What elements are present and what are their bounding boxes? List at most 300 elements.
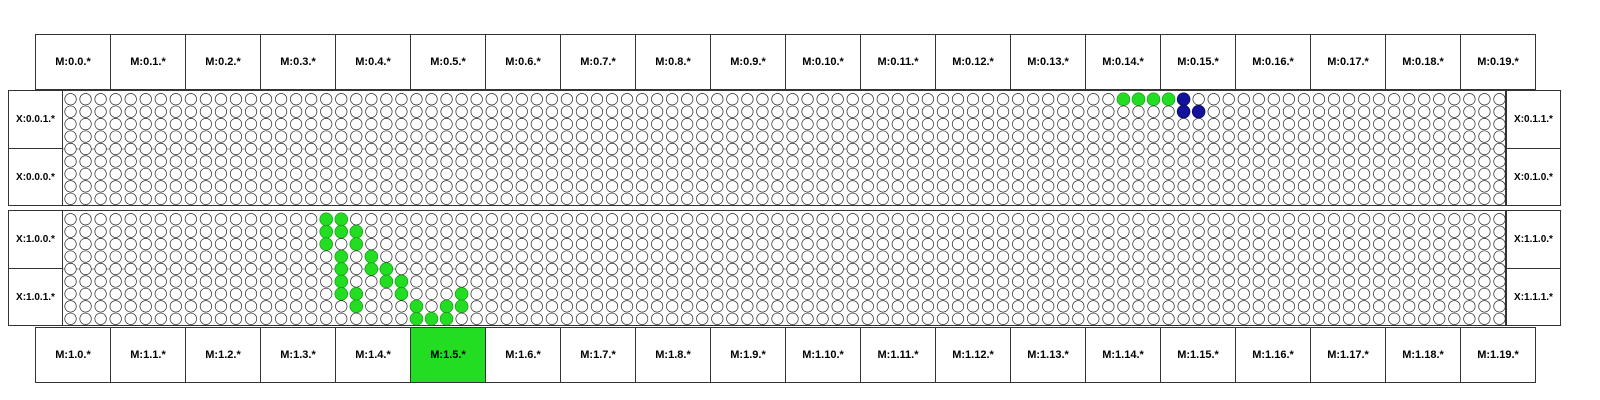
pin-active[interactable] xyxy=(350,287,363,300)
pin[interactable] xyxy=(531,263,542,274)
pin[interactable] xyxy=(1283,288,1294,299)
pin[interactable] xyxy=(997,106,1008,117)
pin[interactable] xyxy=(621,181,632,192)
pin[interactable] xyxy=(170,106,181,117)
pin[interactable] xyxy=(1133,276,1144,287)
pin[interactable] xyxy=(1373,288,1384,299)
pin[interactable] xyxy=(832,156,843,167)
pin[interactable] xyxy=(65,106,76,117)
pin[interactable] xyxy=(1404,263,1415,274)
pin[interactable] xyxy=(937,276,948,287)
pin[interactable] xyxy=(110,168,121,179)
pin[interactable] xyxy=(621,143,632,154)
pin[interactable] xyxy=(561,106,572,117)
pin[interactable] xyxy=(1208,301,1219,312)
pin-active[interactable] xyxy=(1132,93,1145,106)
pin[interactable] xyxy=(952,143,963,154)
pin[interactable] xyxy=(366,288,377,299)
pin[interactable] xyxy=(907,131,918,142)
pin[interactable] xyxy=(1223,238,1234,249)
pin[interactable] xyxy=(155,118,166,129)
pin[interactable] xyxy=(1148,143,1159,154)
pin[interactable] xyxy=(381,288,392,299)
pin[interactable] xyxy=(982,106,993,117)
pin[interactable] xyxy=(441,193,452,204)
pin[interactable] xyxy=(666,226,677,237)
pin[interactable] xyxy=(1223,106,1234,117)
pin[interactable] xyxy=(802,118,813,129)
pin[interactable] xyxy=(531,226,542,237)
pin[interactable] xyxy=(1449,301,1460,312)
pin[interactable] xyxy=(1223,118,1234,129)
pin[interactable] xyxy=(1058,131,1069,142)
pin[interactable] xyxy=(305,213,316,224)
pin[interactable] xyxy=(1358,106,1369,117)
pin[interactable] xyxy=(65,301,76,312)
pin[interactable] xyxy=(847,131,858,142)
pin[interactable] xyxy=(1434,251,1445,262)
pin-active[interactable] xyxy=(440,300,453,313)
pin[interactable] xyxy=(591,251,602,262)
pin[interactable] xyxy=(621,118,632,129)
pin[interactable] xyxy=(727,238,738,249)
pin[interactable] xyxy=(697,301,708,312)
pin[interactable] xyxy=(666,301,677,312)
pin[interactable] xyxy=(305,156,316,167)
pin[interactable] xyxy=(1073,106,1084,117)
pin[interactable] xyxy=(907,213,918,224)
pin[interactable] xyxy=(200,313,211,324)
pin[interactable] xyxy=(546,301,557,312)
pin[interactable] xyxy=(1343,301,1354,312)
module-box[interactable]: M:0.3.* xyxy=(260,34,336,90)
pin[interactable] xyxy=(1313,263,1324,274)
pin[interactable] xyxy=(321,193,332,204)
pin[interactable] xyxy=(170,288,181,299)
pin[interactable] xyxy=(80,181,91,192)
pin[interactable] xyxy=(1434,106,1445,117)
pin[interactable] xyxy=(95,181,106,192)
pin[interactable] xyxy=(110,213,121,224)
pin[interactable] xyxy=(1223,213,1234,224)
pin[interactable] xyxy=(862,213,873,224)
pin[interactable] xyxy=(666,238,677,249)
pin[interactable] xyxy=(1434,313,1445,324)
pin[interactable] xyxy=(817,156,828,167)
pin[interactable] xyxy=(1283,276,1294,287)
pin[interactable] xyxy=(922,106,933,117)
pin[interactable] xyxy=(170,93,181,104)
module-box[interactable]: M:0.13.* xyxy=(1010,34,1086,90)
pin[interactable] xyxy=(1479,226,1490,237)
pin[interactable] xyxy=(1268,143,1279,154)
pin[interactable] xyxy=(230,226,241,237)
pin[interactable] xyxy=(230,93,241,104)
pin[interactable] xyxy=(922,131,933,142)
pin[interactable] xyxy=(1073,181,1084,192)
pin[interactable] xyxy=(1178,238,1189,249)
pin[interactable] xyxy=(351,106,362,117)
pin[interactable] xyxy=(95,288,106,299)
pin[interactable] xyxy=(1449,156,1460,167)
pin[interactable] xyxy=(742,263,753,274)
pin[interactable] xyxy=(877,251,888,262)
pin[interactable] xyxy=(787,168,798,179)
pin[interactable] xyxy=(501,168,512,179)
pin[interactable] xyxy=(621,156,632,167)
pin[interactable] xyxy=(1388,168,1399,179)
pin[interactable] xyxy=(1373,238,1384,249)
pin[interactable] xyxy=(215,251,226,262)
pin[interactable] xyxy=(561,118,572,129)
pin[interactable] xyxy=(396,193,407,204)
pin[interactable] xyxy=(606,276,617,287)
pin[interactable] xyxy=(802,301,813,312)
pin[interactable] xyxy=(742,181,753,192)
left-port-label[interactable]: X:1.0.0.* xyxy=(8,210,63,269)
pin[interactable] xyxy=(396,93,407,104)
pin[interactable] xyxy=(441,143,452,154)
pin[interactable] xyxy=(877,313,888,324)
pin[interactable] xyxy=(561,213,572,224)
pin[interactable] xyxy=(1208,226,1219,237)
pin[interactable] xyxy=(697,143,708,154)
pin[interactable] xyxy=(1178,181,1189,192)
pin[interactable] xyxy=(1027,238,1038,249)
pin[interactable] xyxy=(697,238,708,249)
pin[interactable] xyxy=(997,93,1008,104)
pin[interactable] xyxy=(486,93,497,104)
pin[interactable] xyxy=(336,143,347,154)
pin[interactable] xyxy=(1298,213,1309,224)
pin[interactable] xyxy=(907,193,918,204)
pin[interactable] xyxy=(757,301,768,312)
pin[interactable] xyxy=(1073,213,1084,224)
pin[interactable] xyxy=(952,238,963,249)
pin[interactable] xyxy=(366,181,377,192)
pin[interactable] xyxy=(967,263,978,274)
pin[interactable] xyxy=(1133,288,1144,299)
pin[interactable] xyxy=(486,301,497,312)
pin[interactable] xyxy=(456,263,467,274)
pin[interactable] xyxy=(245,93,256,104)
pin[interactable] xyxy=(1388,156,1399,167)
pin[interactable] xyxy=(1088,276,1099,287)
pin[interactable] xyxy=(967,313,978,324)
pin[interactable] xyxy=(275,106,286,117)
pin[interactable] xyxy=(997,313,1008,324)
pin[interactable] xyxy=(1012,301,1023,312)
pin[interactable] xyxy=(290,213,301,224)
pin[interactable] xyxy=(1479,193,1490,204)
pin[interactable] xyxy=(1328,313,1339,324)
pin[interactable] xyxy=(471,156,482,167)
pin[interactable] xyxy=(1027,288,1038,299)
pin[interactable] xyxy=(1208,288,1219,299)
pin[interactable] xyxy=(1388,238,1399,249)
pin[interactable] xyxy=(110,238,121,249)
pin[interactable] xyxy=(1328,263,1339,274)
pin[interactable] xyxy=(591,263,602,274)
pin[interactable] xyxy=(290,238,301,249)
pin[interactable] xyxy=(546,238,557,249)
pin[interactable] xyxy=(200,156,211,167)
pin[interactable] xyxy=(1343,156,1354,167)
pin[interactable] xyxy=(922,181,933,192)
pin[interactable] xyxy=(1313,93,1324,104)
pin[interactable] xyxy=(140,263,151,274)
pin[interactable] xyxy=(1073,93,1084,104)
pin[interactable] xyxy=(666,251,677,262)
pin[interactable] xyxy=(952,276,963,287)
pin[interactable] xyxy=(1058,156,1069,167)
pin[interactable] xyxy=(561,226,572,237)
pin[interactable] xyxy=(636,168,647,179)
pin[interactable] xyxy=(95,238,106,249)
pin[interactable] xyxy=(125,226,136,237)
pin[interactable] xyxy=(200,226,211,237)
pin[interactable] xyxy=(862,168,873,179)
pin[interactable] xyxy=(456,143,467,154)
pin[interactable] xyxy=(1373,276,1384,287)
pin[interactable] xyxy=(1163,143,1174,154)
pin[interactable] xyxy=(1479,213,1490,224)
module-box[interactable]: M:1.7.* xyxy=(560,327,636,383)
pin[interactable] xyxy=(501,238,512,249)
pin[interactable] xyxy=(712,181,723,192)
pin[interactable] xyxy=(606,313,617,324)
pin[interactable] xyxy=(1043,118,1054,129)
pin[interactable] xyxy=(682,301,693,312)
pin[interactable] xyxy=(982,213,993,224)
pin[interactable] xyxy=(215,93,226,104)
pin[interactable] xyxy=(396,168,407,179)
pin[interactable] xyxy=(486,181,497,192)
pin[interactable] xyxy=(351,276,362,287)
module-box[interactable]: M:0.19.* xyxy=(1460,34,1536,90)
pin[interactable] xyxy=(832,131,843,142)
pin[interactable] xyxy=(1058,276,1069,287)
pin[interactable] xyxy=(1012,238,1023,249)
pin[interactable] xyxy=(1404,238,1415,249)
module-box[interactable]: M:0.11.* xyxy=(860,34,936,90)
pin[interactable] xyxy=(260,263,271,274)
pin[interactable] xyxy=(215,238,226,249)
pin[interactable] xyxy=(636,156,647,167)
pin[interactable] xyxy=(215,131,226,142)
pin[interactable] xyxy=(907,276,918,287)
pin[interactable] xyxy=(381,213,392,224)
pin[interactable] xyxy=(1163,106,1174,117)
pin[interactable] xyxy=(997,251,1008,262)
pin[interactable] xyxy=(937,93,948,104)
pin[interactable] xyxy=(200,238,211,249)
pin[interactable] xyxy=(65,181,76,192)
pin[interactable] xyxy=(666,263,677,274)
pin[interactable] xyxy=(260,251,271,262)
pin[interactable] xyxy=(170,276,181,287)
pin[interactable] xyxy=(862,143,873,154)
pin[interactable] xyxy=(937,168,948,179)
pin[interactable] xyxy=(1223,168,1234,179)
pin[interactable] xyxy=(1479,118,1490,129)
pin[interactable] xyxy=(802,181,813,192)
pin[interactable] xyxy=(1193,263,1204,274)
pin[interactable] xyxy=(1373,251,1384,262)
pin[interactable] xyxy=(441,106,452,117)
pin[interactable] xyxy=(937,131,948,142)
pin[interactable] xyxy=(1043,276,1054,287)
pin[interactable] xyxy=(1253,213,1264,224)
pin[interactable] xyxy=(110,251,121,262)
pin[interactable] xyxy=(802,193,813,204)
pin[interactable] xyxy=(757,106,768,117)
pin[interactable] xyxy=(185,276,196,287)
pin[interactable] xyxy=(757,193,768,204)
pin[interactable] xyxy=(1464,251,1475,262)
pin[interactable] xyxy=(606,238,617,249)
pin[interactable] xyxy=(742,143,753,154)
pin[interactable] xyxy=(952,226,963,237)
pin[interactable] xyxy=(1373,213,1384,224)
pin[interactable] xyxy=(997,168,1008,179)
pin[interactable] xyxy=(817,313,828,324)
pin[interactable] xyxy=(486,288,497,299)
pin[interactable] xyxy=(606,93,617,104)
pin[interactable] xyxy=(1494,213,1505,224)
pin[interactable] xyxy=(892,313,903,324)
pin[interactable] xyxy=(1073,313,1084,324)
pin[interactable] xyxy=(1058,226,1069,237)
pin[interactable] xyxy=(802,263,813,274)
pin[interactable] xyxy=(441,213,452,224)
pin[interactable] xyxy=(1058,168,1069,179)
right-port-label[interactable]: X:1.1.0.* xyxy=(1506,210,1561,269)
pin-active[interactable] xyxy=(410,312,423,325)
pin[interactable] xyxy=(531,213,542,224)
pin[interactable] xyxy=(1404,226,1415,237)
pin[interactable] xyxy=(952,93,963,104)
pin[interactable] xyxy=(471,118,482,129)
pin[interactable] xyxy=(697,213,708,224)
pin[interactable] xyxy=(1373,131,1384,142)
pin[interactable] xyxy=(1449,106,1460,117)
pin[interactable] xyxy=(832,288,843,299)
pin[interactable] xyxy=(516,313,527,324)
pin[interactable] xyxy=(937,156,948,167)
pin[interactable] xyxy=(366,168,377,179)
pin[interactable] xyxy=(1328,118,1339,129)
pin[interactable] xyxy=(1208,276,1219,287)
pin[interactable] xyxy=(1043,181,1054,192)
pin[interactable] xyxy=(1479,131,1490,142)
pin[interactable] xyxy=(606,226,617,237)
pin[interactable] xyxy=(125,193,136,204)
pin[interactable] xyxy=(576,263,587,274)
pin[interactable] xyxy=(1058,106,1069,117)
pin[interactable] xyxy=(125,263,136,274)
pin[interactable] xyxy=(967,168,978,179)
module-box[interactable]: M:1.14.* xyxy=(1085,327,1161,383)
pin[interactable] xyxy=(757,226,768,237)
pin[interactable] xyxy=(215,106,226,117)
pin[interactable] xyxy=(1388,131,1399,142)
pin[interactable] xyxy=(1253,181,1264,192)
pin[interactable] xyxy=(1193,226,1204,237)
pin[interactable] xyxy=(80,263,91,274)
pin[interactable] xyxy=(185,143,196,154)
pin[interactable] xyxy=(321,131,332,142)
pin[interactable] xyxy=(1404,301,1415,312)
pin[interactable] xyxy=(1208,93,1219,104)
pin[interactable] xyxy=(471,131,482,142)
pin[interactable] xyxy=(576,226,587,237)
pin[interactable] xyxy=(832,143,843,154)
pin[interactable] xyxy=(1464,213,1475,224)
pin[interactable] xyxy=(621,238,632,249)
pin[interactable] xyxy=(682,226,693,237)
pin[interactable] xyxy=(471,93,482,104)
pin[interactable] xyxy=(982,156,993,167)
pin[interactable] xyxy=(1449,168,1460,179)
pin[interactable] xyxy=(426,118,437,129)
pin[interactable] xyxy=(1043,93,1054,104)
pin[interactable] xyxy=(1043,168,1054,179)
pin[interactable] xyxy=(1434,168,1445,179)
pin[interactable] xyxy=(155,251,166,262)
pin[interactable] xyxy=(862,226,873,237)
pin[interactable] xyxy=(546,168,557,179)
pin[interactable] xyxy=(441,288,452,299)
pin[interactable] xyxy=(817,181,828,192)
pin[interactable] xyxy=(1434,226,1445,237)
pin[interactable] xyxy=(967,288,978,299)
pin[interactable] xyxy=(712,263,723,274)
pin[interactable] xyxy=(140,106,151,117)
pin[interactable] xyxy=(742,106,753,117)
pin[interactable] xyxy=(305,106,316,117)
pin[interactable] xyxy=(185,263,196,274)
pin[interactable] xyxy=(937,118,948,129)
pin[interactable] xyxy=(1238,106,1249,117)
pin[interactable] xyxy=(170,313,181,324)
pin-alt[interactable] xyxy=(1177,93,1190,106)
pin[interactable] xyxy=(1058,238,1069,249)
pin[interactable] xyxy=(591,226,602,237)
pin[interactable] xyxy=(1058,143,1069,154)
module-box[interactable]: M:0.17.* xyxy=(1310,34,1386,90)
pin[interactable] xyxy=(1494,156,1505,167)
pin[interactable] xyxy=(501,143,512,154)
pin[interactable] xyxy=(1073,131,1084,142)
pin-active[interactable] xyxy=(350,300,363,313)
pin[interactable] xyxy=(1464,276,1475,287)
pin[interactable] xyxy=(155,143,166,154)
pin[interactable] xyxy=(1328,301,1339,312)
pin[interactable] xyxy=(787,181,798,192)
pin[interactable] xyxy=(110,143,121,154)
pin[interactable] xyxy=(727,118,738,129)
pin[interactable] xyxy=(832,313,843,324)
pin[interactable] xyxy=(290,276,301,287)
pin[interactable] xyxy=(426,238,437,249)
pin[interactable] xyxy=(336,193,347,204)
pin[interactable] xyxy=(471,251,482,262)
pin[interactable] xyxy=(1313,276,1324,287)
pin[interactable] xyxy=(1298,238,1309,249)
pin-active[interactable] xyxy=(380,275,393,288)
pin[interactable] xyxy=(1043,106,1054,117)
